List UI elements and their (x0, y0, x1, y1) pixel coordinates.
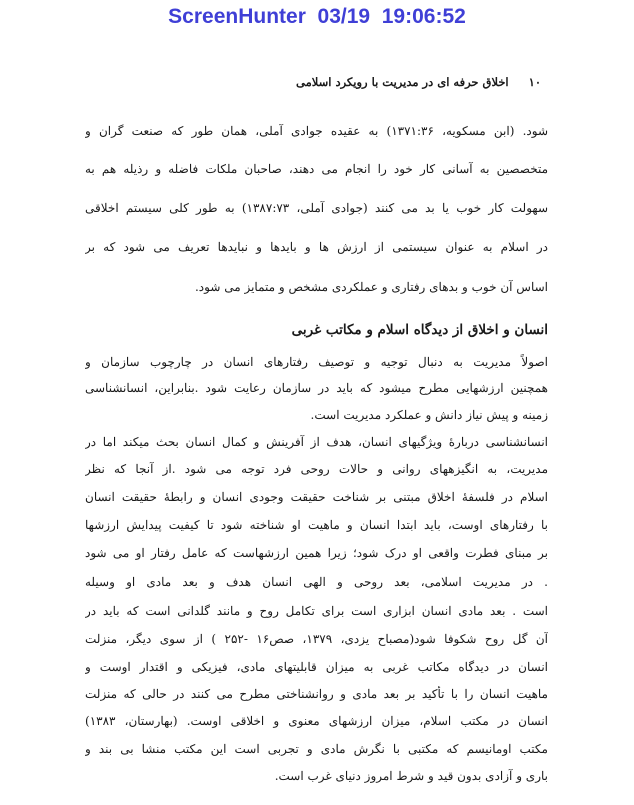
paragraph-line: شود. (ابن مسکویه، ۱۳۷۱:۳۶) به عقیده جوادی آملی، همان طور که صنعت گران و (85, 124, 548, 138)
paragraph-line: همچنین ارزشهایی مطرح میشود که باید در سازمان رعایت شود .بنابراین، انسانشناسی (85, 381, 548, 395)
paragraph-line: آن گل روح شکوفا شود(مصباح یزدی، ۱۳۷۹، صص۱۶ -۲۵۲ ) از سوی دیگر، منزلت (85, 632, 548, 646)
paragraph-line: سهولت کار خوب یا بد می کنند (جوادی آملی، ۱۳۸۷:۷۳) به طور کلی سیستم اخلاقی (85, 201, 548, 215)
paragraph-line: ماهیت انسان را با تأکید بر بعد مادی و روانشناختی مطرح می کنند در حالی که منزلت (85, 687, 548, 701)
paragraph-line: با رفتارهای اوست، باید ابتدا انسان و ماهیت او شناخته شود تا کیفیت پیدایش ارزشها (85, 518, 548, 532)
paragraph-line: انسانشناسی دربارهٔ ویژگیهای انسان، هدف از آفرینش و کمال انسان بحث میکند اما در (85, 435, 548, 449)
running-header (101, 75, 541, 89)
paragraph-line: . در مدیریت اسلامی، بعد روحی و الهی انسان هدف و بعد مادی او وسیله (85, 575, 548, 589)
paragraph-line: مدیریت، به انگیزههای روانی و حالات روحی فرد توجه می شود .از آنجا که نظر (85, 462, 548, 476)
paragraph-line: در اسلام به عنوان سیستمی از ارزش ها و بایدها و نبایدها تعریف می شود که بر (85, 240, 548, 254)
paragraph-line: مکتب اومانیسم که مکتبی با نگرش مادی و تجربی است این مکتب منشا بی بند و (85, 742, 548, 756)
paragraph-line: انسان در دیدگاه مکاتب غربی به میزان قابلیتهای مادی، فیزیکی و اقتدار اوست و (85, 660, 548, 674)
screenhunter-watermark: ScreenHunter 03/19 19:06:52 (168, 5, 466, 28)
paragraph-line: بر مبنای فطرت واقعی او درک شود؛ زیرا همین ارزشهاست که عامل رفتار او می شود (85, 546, 548, 560)
paragraph-line: زمینه و پیش نیاز دانش و عملکرد مدیریت است. (310, 408, 548, 422)
paragraph-line: باری و آزادی بدون قید و شرط امروز دنیای غرب است. (274, 769, 548, 783)
paragraph-line: اصولاً مدیریت به دنبال توجیه و توصیف رفتارهای انسان در چارچوب سازمان و (85, 355, 548, 369)
paragraph-line: اساس آن خوب و بدهای رفتاری و عملکردی مشخص و متمایز می شود. (194, 280, 548, 294)
paragraph-line: متخصصین به آسانی کار خود را انجام می دهند، صاحبان ملکات فاضله و رذیله هم به (85, 162, 548, 176)
section-heading: انسان و اخلاق از دیدگاه اسلام و مکاتب غربی (291, 322, 548, 338)
paragraph-line: انسان در مکتب اسلام، میزان ارزشهای معنوی و اخلاقی اوست. (بهارستان، ۱۳۸۳) (85, 714, 548, 728)
paragraph-line: است . بعد مادی انسان ابزاری است برای تکامل روح و مانند گلدانی است که باید در (85, 604, 548, 618)
page-number: ۱۰ (528, 75, 541, 89)
paragraph-line: اسلام در فلسفهٔ اخلاق مبتنی بر شناخت حقیقت وجودی انسان و رابطهٔ حقیقت انسان (85, 490, 548, 504)
running-title: اخلاق حرفه ای در مدیریت با رویکرد اسلامی (296, 75, 509, 89)
